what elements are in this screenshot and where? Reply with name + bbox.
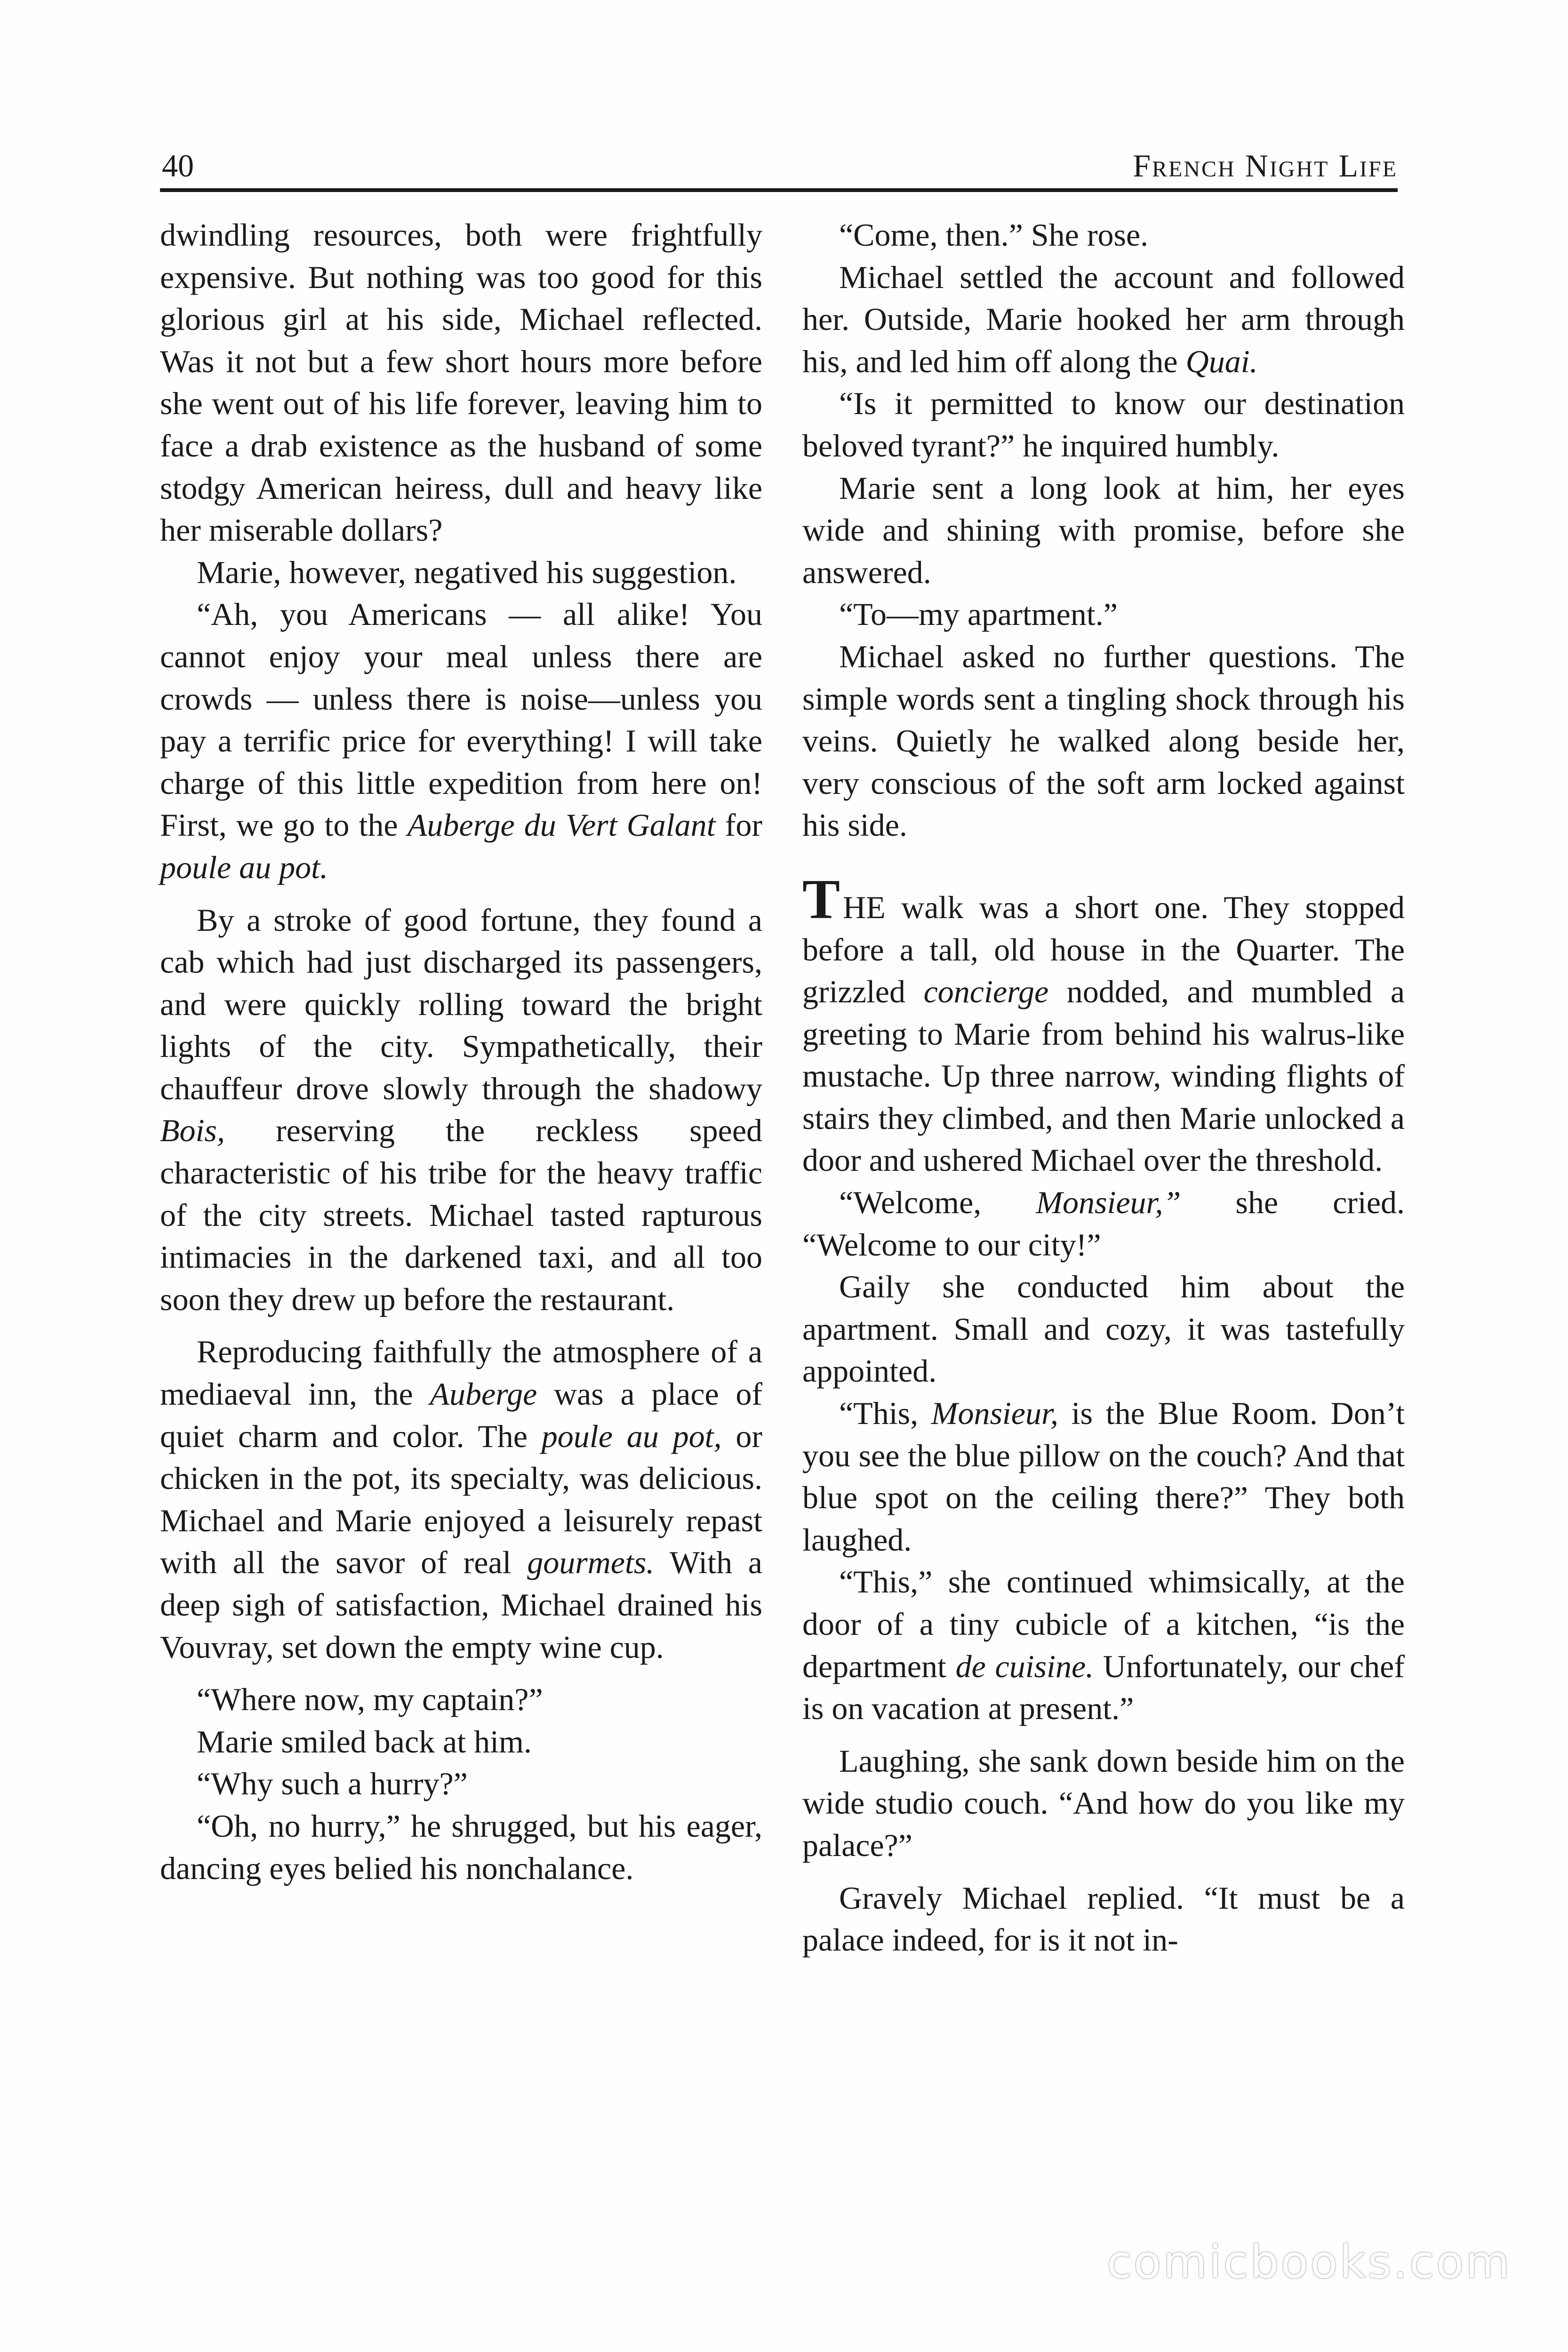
paragraph-text: for [725, 807, 763, 843]
paragraph: Laughing, she sank down beside him on the wide studio couch. “And how do you like my palace?” [802, 1743, 1405, 1863]
paragraph-text: was a place of quiet charm and color. The [160, 1376, 763, 1454]
paragraph-text: Reproducing faithfully the atmosphere of a mediaeval inn, the [160, 1334, 762, 1412]
paragraph-text: “Welcome, [839, 1184, 982, 1221]
italic-text: poule au pot, [541, 1418, 722, 1454]
paragraph: Marie sent a long look at him, her eyes wide and shining with promise, before she answered. [802, 470, 1405, 590]
italic-text: Auberge du Vert Galant [407, 807, 716, 843]
paragraph-text: By a stroke of good fortune, they found a cab which had just discharged its passengers, and were quickly rolling toward the bright lights of the city. Sympathetically, their chauffeur drove slowly through the shadowy [160, 902, 762, 1106]
running-title: French Night Life [1133, 148, 1398, 184]
paragraph: dwindling resources, both were frightfully expensive. But nothing was too good for this glorious girl at his side, Michael reflected. Was it not but a few short hours more before she went out of his life forever, leaving him to face a drab existence as the husband of some stodgy American heiress, dull and heavy like her miserable dollars? [160, 217, 762, 548]
paragraph: Michael asked no further questions. The simple words sent a tingling shock through his veins. Quietly he walked along beside her, very conscious of the soft arm locked against his side. [802, 638, 1405, 843]
right-column [802, 214, 1405, 1961]
paragraph: “Come, then.” She rose. [839, 217, 1149, 253]
paragraph: Gravely Michael replied. “It must be a palace indeed, for is it not in- [802, 1880, 1405, 1958]
section-opening-paragraph [802, 867, 1405, 1182]
paragraph [160, 1331, 762, 1668]
paragraph [160, 899, 762, 1321]
italic-text: poule au pot. [160, 849, 328, 885]
paragraph: Gaily she conducted him about the apartment. Small and cozy, it was tastefully appointed. [802, 1269, 1405, 1389]
italic-text: Auberge [430, 1376, 537, 1412]
drop-cap: T [802, 867, 840, 930]
paragraph: “Why such a hurry?” [197, 1766, 468, 1802]
paragraph: “To—my apartment.” [839, 596, 1118, 632]
paragraph-text: “This,” she continued whimsically, at the door of a tiny cubicle of a kitchen, “is the department [802, 1564, 1405, 1684]
paragraph: “Where now, my captain?” [197, 1681, 543, 1718]
paragraph-text: “Ah, you Americans — all alike! You cannot enjoy your meal unless there are crowds — unless there is noise—unless you pay a terrific price for everything! I will take charge of this little expedition from here on! First, we go to the [160, 596, 762, 843]
watermark: comicbooks.com [1106, 2236, 1512, 2288]
paragraph-text: is the Blue Room. Don’t you see the blue pillow on the couch? And that blue spot on the ceiling there?” They both laughed. [802, 1395, 1405, 1558]
italic-text: de cuisine. [955, 1648, 1094, 1684]
paragraph-text: “This, [839, 1395, 919, 1432]
paragraph-text: or chicken in the pot, its specialty, was delicious. Michael and Marie enjoyed a leisurely repast with all the savor of real [160, 1418, 762, 1581]
page-header [160, 136, 1398, 192]
paragraph: Marie smiled back at him. [197, 1723, 532, 1760]
paragraph [802, 1182, 1405, 1266]
paragraph [802, 1561, 1405, 1729]
italic-text: Bois, [160, 1112, 225, 1149]
paragraph-text: Michael settled the account and followed her. Outside, Marie hooked her arm through his, and led him off along the [802, 259, 1405, 379]
small-caps-text: HE [843, 889, 886, 925]
italic-text: Monsieur,” [1036, 1184, 1181, 1221]
paragraph-text: she cried. “Welcome to our city!” [802, 1184, 1405, 1263]
paragraph: “Oh, no hurry,” he shrugged, but his eager, dancing eyes belied his nonchalance. [160, 1808, 762, 1886]
paragraph [802, 256, 1405, 383]
paragraph: Marie, however, negatived his suggestion. [197, 554, 737, 590]
paragraph [160, 593, 762, 888]
italic-text: concierge [923, 974, 1049, 1010]
paragraph-text: Unfortunately, our chef is on vacation at present.” [802, 1648, 1405, 1727]
paragraph-text: With a deep sigh of satisfaction, Michael drained his Vouvray, set down the empty wine cup. [160, 1544, 762, 1665]
paragraph [802, 1392, 1405, 1561]
paragraph-text: walk was a short one. They stopped before a tall, old house in the Quarter. The grizzled [802, 889, 1405, 1010]
left-column [160, 214, 762, 1889]
paragraph: “Is it permitted to know our destination beloved tyrant?” he inquired humbly. [802, 385, 1405, 464]
paragraph-text: reserving the reckless speed characteristic of his tribe for the heavy traffic of the city streets. Michael tasted rapturous intimacies in the darkened taxi, and all too soon they drew up before the restaurant. [160, 1112, 762, 1317]
italic-text: Monsieur, [931, 1395, 1058, 1432]
italic-text: gourmets. [527, 1544, 655, 1581]
paragraph-text: nodded, and mumbled a greeting to Marie from behind his walrus-like mustache. Up three narrow, winding flights of stairs they climbed, and then Marie unlocked a door and ushered Michael over the threshold. [802, 974, 1405, 1178]
page-number: 40 [162, 148, 194, 184]
italic-text: Quai. [1185, 343, 1258, 379]
